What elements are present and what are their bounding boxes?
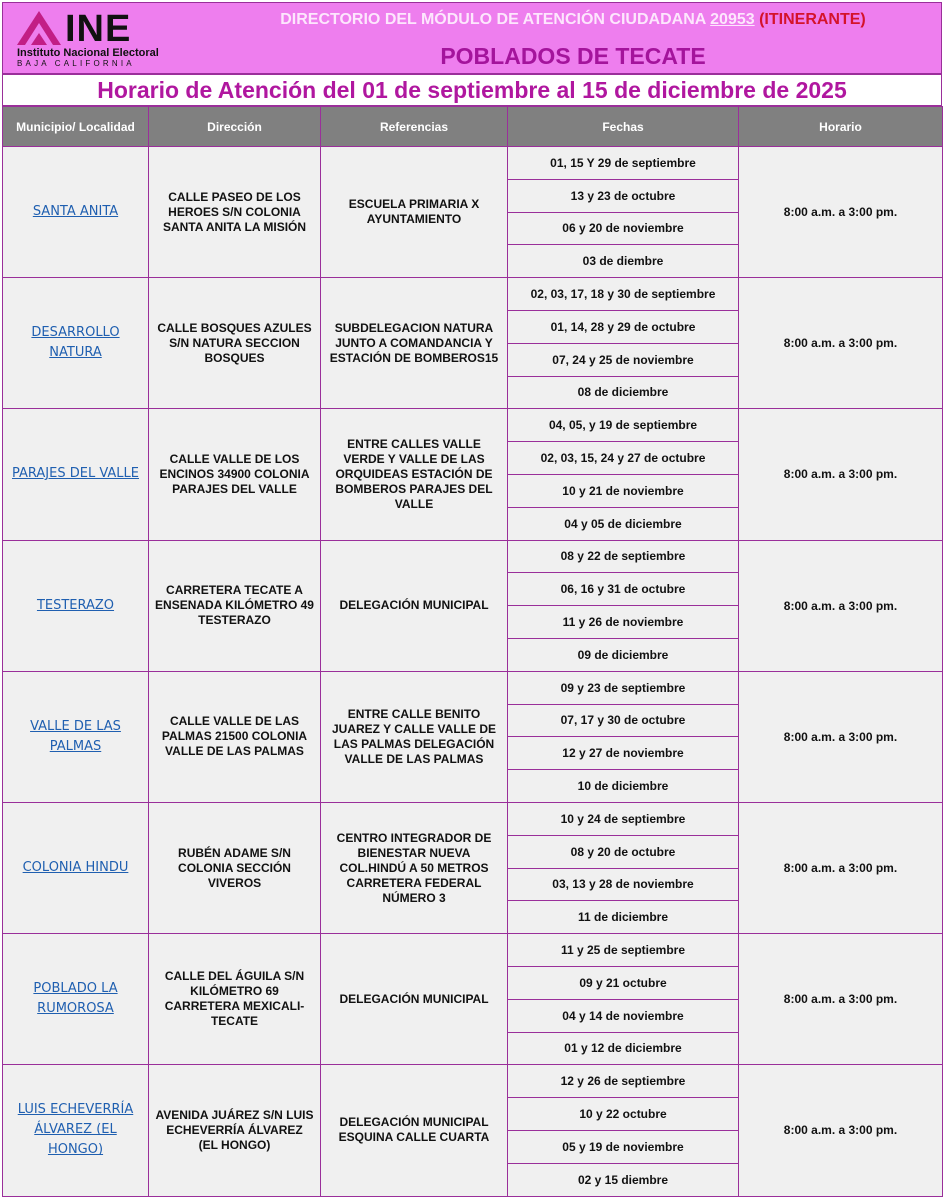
date-cell: 11 y 25 de septiembre [508, 934, 739, 967]
hours-cell: 8:00 a.m. a 3:00 pm. [739, 1065, 943, 1196]
itinerant-label: (ITINERANTE) [754, 11, 866, 28]
locality-link[interactable]: SANTA ANITA [32, 204, 119, 220]
date-cell: 10 y 22 octubre [508, 1098, 739, 1131]
date-cell: 01, 14, 28 y 29 de octubre [508, 310, 739, 343]
table-row [3, 934, 943, 967]
date-cell: 02, 03, 17, 18 y 30 de septiembre [508, 278, 739, 311]
locality-cell [3, 934, 149, 1065]
address-cell: CARRETERA TECATE A ENSENADA KILÓMETRO 49 TESTERAZO [149, 540, 321, 671]
reference-cell: ENTRE CALLES VALLE VERDE Y VALLE DE LAS ORQUIDEAS ESTACIÓN DE BOMBEROS PARAJES DEL VALLE [321, 409, 508, 540]
locality-link[interactable]: DESARROLLO NATURA [31, 325, 120, 361]
hours-cell: 8:00 a.m. a 3:00 pm. [739, 802, 943, 933]
date-cell: 04, 05, y 19 de septiembre [508, 409, 739, 442]
reference-cell: DELEGACIÓN MUNICIPAL ESQUINA CALLE CUARTA [321, 1065, 508, 1196]
table-row [3, 540, 943, 573]
date-cell: 07, 17 y 30 de octubre [508, 704, 739, 737]
table-header-row [3, 107, 943, 147]
address-cell: CALLE BOSQUES AZULES S/N NATURA SECCION BOSQUES [149, 278, 321, 409]
hours-cell: 8:00 a.m. a 3:00 pm. [739, 147, 943, 278]
locality-link[interactable]: PARAJES DEL VALLE [12, 466, 139, 482]
ine-logo-icon [17, 11, 61, 45]
locality-link[interactable]: COLONIA HINDU [22, 860, 129, 876]
address-cell: RUBÉN ADAME S/N COLONIA SECCIÓN VIVEROS [149, 802, 321, 933]
hours-cell: 8:00 a.m. a 3:00 pm. [739, 409, 943, 540]
table-row [3, 147, 943, 180]
directory-table [2, 106, 943, 1197]
logo-state: BAJA CALIFORNIA [17, 59, 135, 68]
date-cell: 11 y 26 de noviembre [508, 606, 739, 639]
locality-cell [3, 671, 149, 802]
column-header-locality: Municipio/ Localidad [3, 107, 149, 147]
date-cell: 01, 15 Y 29 de septiembre [508, 147, 739, 180]
hours-cell: 8:00 a.m. a 3:00 pm. [739, 278, 943, 409]
locality-cell [3, 278, 149, 409]
logo-wordmark: INE [65, 8, 132, 50]
date-cell: 03, 13 y 28 de noviembre [508, 868, 739, 901]
date-cell: 10 y 24 de septiembre [508, 802, 739, 835]
date-cell: 13 y 23 de octubre [508, 179, 739, 212]
locality-cell [3, 409, 149, 540]
date-cell: 05 y 19 de noviembre [508, 1130, 739, 1163]
locality-cell [3, 147, 149, 278]
column-header-dates: Fechas [508, 107, 739, 147]
locality-link[interactable]: VALLE DE LAS PALMAS [30, 718, 121, 754]
column-header-hours: Horario [739, 107, 943, 147]
reference-cell: ESCUELA PRIMARIA X AYUNTAMIENTO [321, 147, 508, 278]
date-cell: 03 de diembre [508, 245, 739, 278]
date-cell: 07, 24 y 25 de noviembre [508, 343, 739, 376]
reference-cell: ENTRE CALLE BENITO JUAREZ Y CALLE VALLE DE LAS PALMAS DELEGACIÓN VALLE DE LAS PALMAS [321, 671, 508, 802]
address-cell: CALLE DEL ÁGUILA S/N KILÓMETRO 69 CARRETERA MEXICALI-TECATE [149, 934, 321, 1065]
reference-cell: DELEGACIÓN MUNICIPAL [321, 934, 508, 1065]
table-row [3, 278, 943, 311]
module-number: 20953 [710, 11, 755, 28]
address-cell: CALLE VALLE DE LAS PALMAS 21500 COLONIA VALLE DE LAS PALMAS [149, 671, 321, 802]
date-cell: 09 y 23 de septiembre [508, 671, 739, 704]
date-cell: 10 y 21 de noviembre [508, 474, 739, 507]
reference-cell: CENTRO INTEGRADOR DE BIENESTAR NUEVA COL.HINDÚ A 50 METROS CARRETERA FEDERAL NÚMERO 3 [321, 802, 508, 933]
ine-logo [17, 9, 197, 69]
locality-link[interactable]: LUIS ECHEVERRÍA ÁLVAREZ (EL HONGO) [17, 1102, 134, 1158]
table-row [3, 802, 943, 835]
hours-cell: 8:00 a.m. a 3:00 pm. [739, 671, 943, 802]
directory-prefix: DIRECTORIO DEL MÓDULO DE ATENCIÓN CIUDADANA [280, 11, 711, 28]
table-row [3, 409, 943, 442]
reference-cell: DELEGACIÓN MUNICIPAL [321, 540, 508, 671]
table-row [3, 671, 943, 704]
hours-cell: 8:00 a.m. a 3:00 pm. [739, 934, 943, 1065]
address-cell: CALLE PASEO DE LOS HEROES S/N COLONIA SANTA ANITA LA MISIÓN [149, 147, 321, 278]
logo-institute: Instituto Nacional Electoral [17, 47, 159, 59]
date-cell: 08 y 22 de septiembre [508, 540, 739, 573]
column-header-address: Dirección [149, 107, 321, 147]
date-cell: 06, 16 y 31 de octubre [508, 573, 739, 606]
date-cell: 08 y 20 de octubre [508, 835, 739, 868]
date-cell: 02 y 15 diembre [508, 1163, 739, 1196]
date-cell: 09 y 21 octubre [508, 966, 739, 999]
date-cell: 12 y 27 de noviembre [508, 737, 739, 770]
directory-title [203, 11, 943, 29]
hours-cell: 8:00 a.m. a 3:00 pm. [739, 540, 943, 671]
date-cell: 10 de diciembre [508, 770, 739, 803]
schedule-title: Horario de Atención del 01 de septiembre al 15 de diciembre de 2025 [2, 74, 942, 106]
date-cell: 06 y 20 de noviembre [508, 212, 739, 245]
date-cell: 02, 03, 15, 24 y 27 de octubre [508, 442, 739, 475]
address-cell: CALLE VALLE DE LOS ENCINOS 34900 COLONIA PARAJES DEL VALLE [149, 409, 321, 540]
date-cell: 04 y 14 de noviembre [508, 999, 739, 1032]
date-cell: 08 de diciembre [508, 376, 739, 409]
locality-link[interactable]: POBLADO LA RUMOROSA [33, 981, 118, 1017]
locality-cell [3, 1065, 149, 1196]
header-banner [2, 2, 942, 74]
locality-cell [3, 802, 149, 933]
date-cell: 09 de diciembre [508, 638, 739, 671]
address-cell: AVENIDA JUÁREZ S/N LUIS ECHEVERRÍA ÁLVAREZ (EL HONGO) [149, 1065, 321, 1196]
locality-cell [3, 540, 149, 671]
reference-cell: SUBDELEGACION NATURA JUNTO A COMANDANCIA Y ESTACIÓN DE BOMBEROS15 [321, 278, 508, 409]
page-title: POBLADOS DE TECATE [440, 43, 706, 69]
date-cell: 01 y 12 de diciembre [508, 1032, 739, 1065]
date-cell: 11 de diciembre [508, 901, 739, 934]
locality-link[interactable]: TESTERAZO [36, 597, 115, 613]
column-header-references: Referencias [321, 107, 508, 147]
date-cell: 04 y 05 de diciembre [508, 507, 739, 540]
date-cell: 12 y 26 de septiembre [508, 1065, 739, 1098]
table-row [3, 1065, 943, 1098]
